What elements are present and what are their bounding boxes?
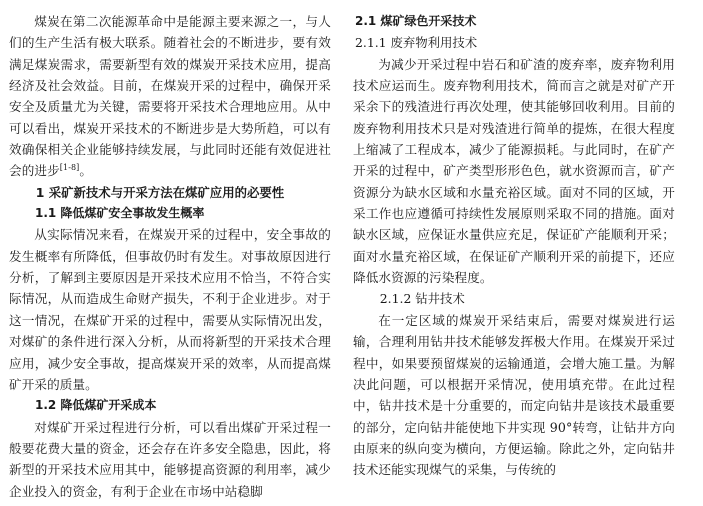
right-column xyxy=(353,11,675,481)
left-column xyxy=(9,11,331,502)
intro-paragraph xyxy=(9,11,331,182)
intro-text: 煤炭在第二次能源革命中是能源主要来源之一，与人们的生产生活有极大联系。随着社会的不断进步，要有效满足煤炭需求，需要新型有效的煤炭开采技术应用，提高经济及社会效益。目前，在煤炭开采的过程中，确保开采安全及质量尤为关键，需要将开采技术合理地应用。从中可以看出，煤炭开采技术的不断进步是大势所趋，可以有效确保相关企业能够持续发展，与此同时还能有效促进社会的进步 xyxy=(9,14,331,179)
section-2-1-1-heading: 2.1.1 废弃物利用技术 xyxy=(355,35,478,51)
intro-end: 。 xyxy=(79,163,93,179)
citation-ref: [1-8] xyxy=(59,163,80,173)
section-1-heading: 1 采矿新技术与开采方法在煤矿应用的必要性 xyxy=(35,184,285,200)
section-2-1-2-heading: 2.1.2 钻井技术 xyxy=(379,291,465,307)
section-2-1-2-paragraph: 在一定区域的煤炭开采结束后，需要对煤炭进行运输，合理利用钻井技术能够发挥极大作用。在煤炭开采过程中，如果要预留煤炭的运输通道，会增大施工量。为解决此问题，可以根据开采情况，使用填充带。在此过程中，钻井技术是十分重要的，而定向钻井是该技术最重要的部分，定向钻井能使地下井实现 90°转弯，让钻井方向由原来的纵向变为横向，方便运输。除此之外，定向钻井技术还能实现煤气的采集，与传统的 xyxy=(353,312,675,478)
section-1-1-paragraph: 从实际情况来看，在煤炭开采的过程中，安全事故的发生概率有所降低，但事故仍时有发生。对事故原因进行分析，了解到主要原因是开采技术应用不恰当，不符合实际情况，从而造成生命财产损失，不利于企业进步。对于这一情况，在煤矿开采的过程中，需要从实际情况出发，对煤矿的条件进行深入分析，从而将新型的开采技术合理应用，减少安全事故，提高煤炭开采的效率，从而提高煤矿开采的质量。 xyxy=(9,227,331,392)
section-2-1-heading: 2.1 煤矿绿色开采技术 xyxy=(355,14,477,28)
section-1-2-paragraph: 对煤矿开采过程进行分析，可以看出煤矿开采过程一般要花费大量的资金，还会存在许多安全隐患，因此，将新型的开采技术应用其中，能够提高资源的利用率，减少企业投入的资金，有利于企业在市场中站稳脚 xyxy=(9,419,331,499)
section-1-1-heading: 1.1 降低煤矿安全事故发生概率 xyxy=(35,206,205,221)
section-1-2-heading: 1.2 降低煤矿开采成本 xyxy=(35,398,157,413)
section-2-1-1-paragraph: 为减少开采过程中岩石和矿渣的废弃率，废弃物利用技术应运而生。废弃物利用技术，简而言之就是对矿产开采余下的残渣进行再次处理，使其能够回收利用。目前的废弃物利用技术只是对残渣进行简单的提炼，在很大程度上缩减了工程成本，减少了能源损耗。与此同时，在矿产开采的过程中，矿产类型形形色色，就水资源而言，矿产资源分为缺水区域和水量充裕区域。面对不同的区域，开采工作也应遵循可持续性发展原则采取不同的措施。面对缺水区域，应保证水量供应充足，保证矿产能顺利开采；面对水量充裕区域，在保证矿产顺利开采的前提下，还应降低水资源的污染程度。 xyxy=(353,56,675,286)
